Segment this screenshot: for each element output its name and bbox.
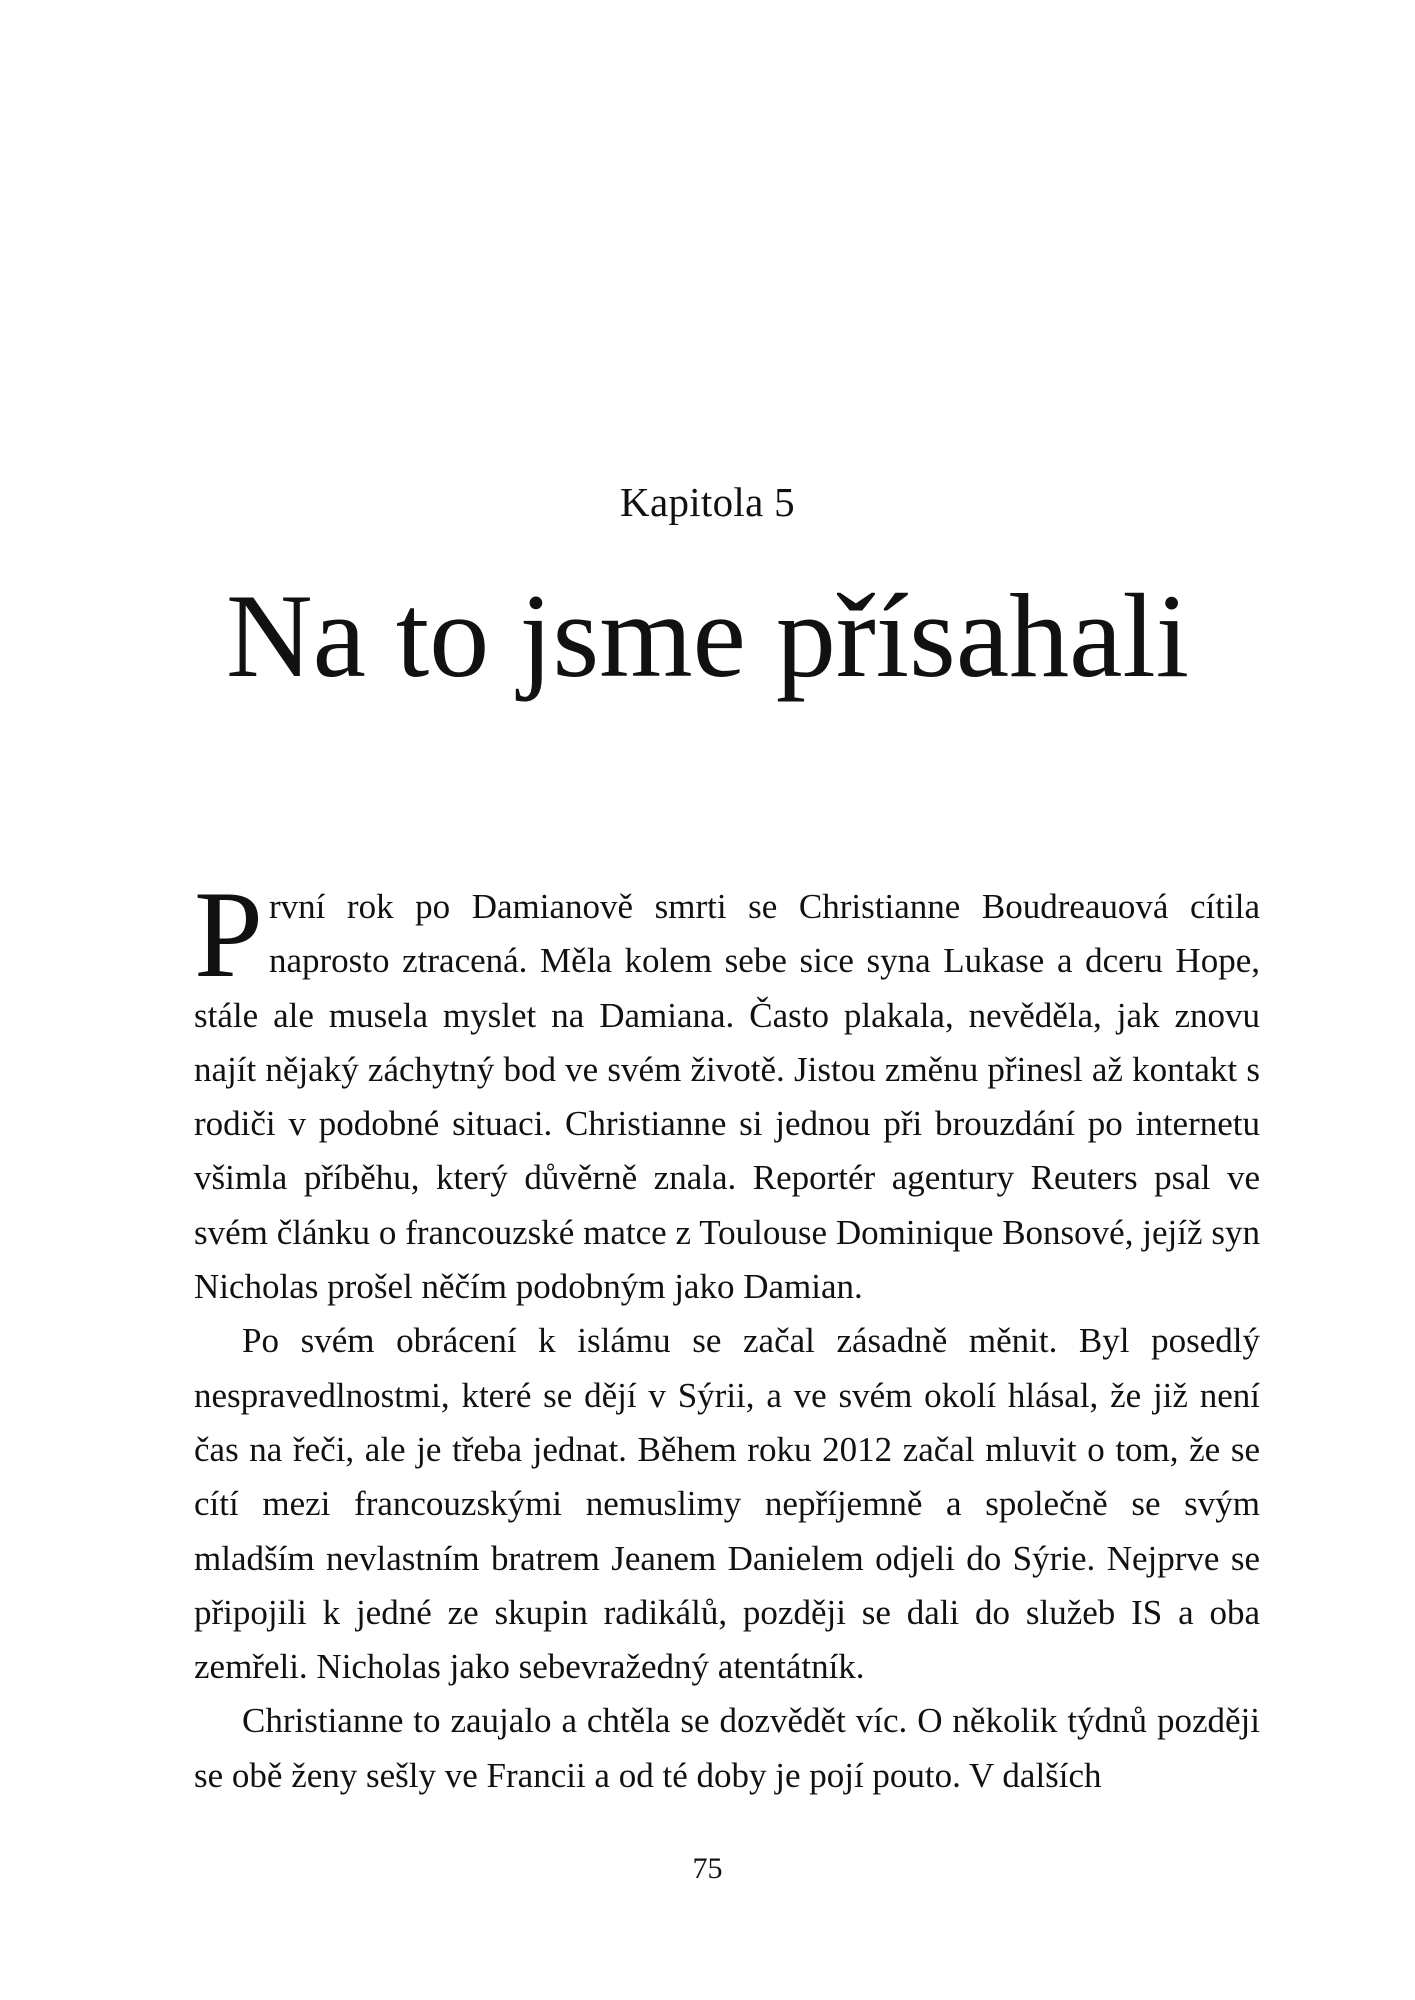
paragraph-1 xyxy=(194,866,1260,1314)
paragraph-3: Christianne to zaujalo a chtěla se dozvědět víc. O několik týdnů později se obě ženy sešly ve Francii a od té doby je pojí pouto. V dalších xyxy=(194,1701,1260,1795)
drop-cap: P xyxy=(194,866,263,1003)
chapter-title: Na to jsme přísahali xyxy=(225,569,1190,702)
paragraph-1-text: rvní rok po Damianově smrti se Christianne Boudreauová cítila naprosto ztracená. Měla kolem sebe sice syna Lukase a dceru Hope, stále ale musela myslet na Damiana. Často plakala, nevěděla, jak znovu najít nějaký záchytný bod ve svém životě. Jistou změnu přinesl až kontakt s rodiči v podobné situaci. Christianne si jednou při brouzdání po internetu všimla příběhu, který důvěrně znala. Reportér agentury Reuters psal ve svém článku o francouzské matce z Toulouse Dominique Bonsové, jejíž syn Nicholas prošel něčím podobným jako Damian. xyxy=(194,887,1260,1307)
page-number: 75 xyxy=(692,1852,723,1885)
body-text xyxy=(194,866,1260,1803)
chapter-label: Kapitola 5 xyxy=(620,479,795,525)
paragraph-2: Po svém obrácení k islámu se začal zásadně měnit. Byl posedlý nespravedlnostmi, které se dějí v Sýrii, a ve svém okolí hlásal, že již není čas na řeči, ale je třeba jednat. Během roku 2012 začal mluvit o tom, že se cítí mezi francouzskými nemuslimy nepříjemně a společně se svým mladším nevlastním bratrem Jeanem Danielem odjeli do Sýrie. Nejprve se připojili k jedné ze skupin radikálů, později se dali do služeb IS a oba zemřeli. Nicholas jako sebevražedný atentátník. xyxy=(194,1321,1260,1687)
